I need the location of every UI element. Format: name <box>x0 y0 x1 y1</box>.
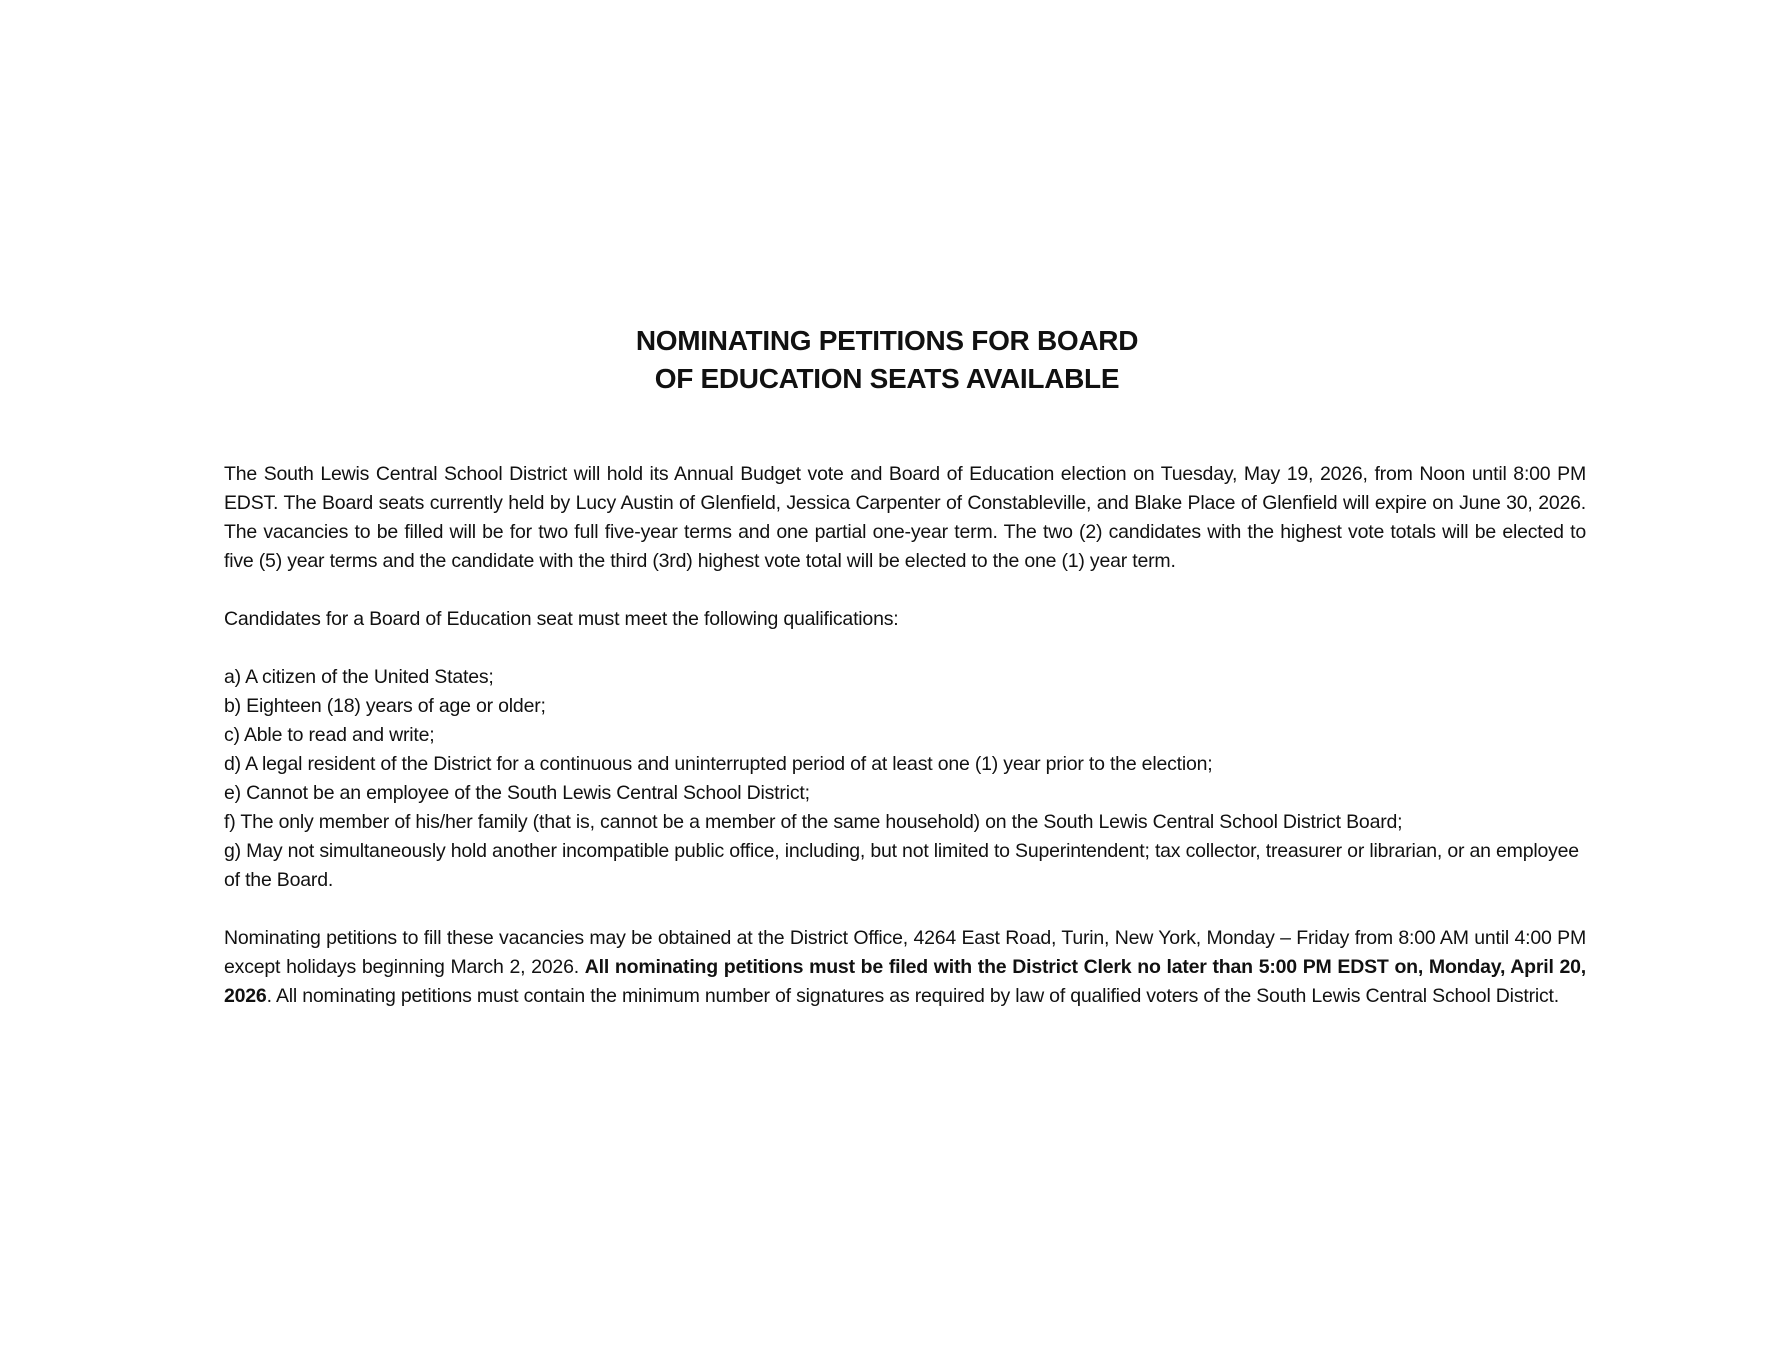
qualifications-heading: Candidates for a Board of Education seat must meet the following qualifications: <box>224 608 899 630</box>
page-title <box>0 322 1774 398</box>
intro-paragraph: The South Lewis Central School District will hold its Annual Budget vote and Board of Education election on Tuesday, May 19, 2026, from Noon until 8:00 PM EDST. The Board seats currently held by Lucy Austin of Glenfield, Jessica Carpenter of Constableville, and Blake Place of Glenfield will expire on June 30, 2026. The vacancies to be filled will be for two full five-year terms and one partial one-year term. The two (2) candidates with the highest vote totals will be elected to five (5) year terms and the candidate with the third (3rd) highest vote total will be elected to the one (1) year term. <box>224 463 1586 572</box>
qualification-item-a: a) A citizen of the United States; <box>224 666 494 688</box>
qualification-item-d: d) A legal resident of the District for a continuous and uninterrupted period of at least one (1) year prior to the election; <box>224 753 1213 775</box>
petitions-deadline: All nominating petitions must be filed with the District Clerk no later than 5:00 PM EDST on, Monday, April 20, 2026 <box>224 956 1587 1007</box>
qualification-item-g: g) May not simultaneously hold another incompatible public office, including, but not limited to Superintendent; tax collector, treasurer or librarian, or an employee of the Board. <box>224 840 1579 891</box>
petitions-text-2: . All nominating petitions must contain the minimum number of signatures as required by law of qualified voters of the South Lewis Central School District. <box>266 985 1559 1007</box>
qualification-item-c: c) Able to read and write; <box>224 724 435 746</box>
qualifications-list <box>224 663 1586 895</box>
title-line-1: NOMINATING PETITIONS FOR BOARD <box>635 325 1139 356</box>
notice-body <box>224 460 1586 1040</box>
qualification-item-e: e) Cannot be an employee of the South Lewis Central School District; <box>224 782 810 804</box>
petitions-paragraph <box>224 924 1586 1011</box>
petitions-text-1: Nominating petitions to fill these vacancies may be obtained at the District Office, 4264 East Road, Turin, New York, Monday – Friday from 8:00 AM until 4:00 PM except holidays beginning March 2, 2026. <box>224 927 1586 978</box>
qualification-item-f: f) The only member of his/her family (that is, cannot be a member of the same household) on the South Lewis Central School District Board; <box>224 811 1403 833</box>
title-line-2: OF EDUCATION SEATS AVAILABLE <box>654 363 1120 394</box>
qualification-item-b: b) Eighteen (18) years of age or older; <box>224 695 546 717</box>
